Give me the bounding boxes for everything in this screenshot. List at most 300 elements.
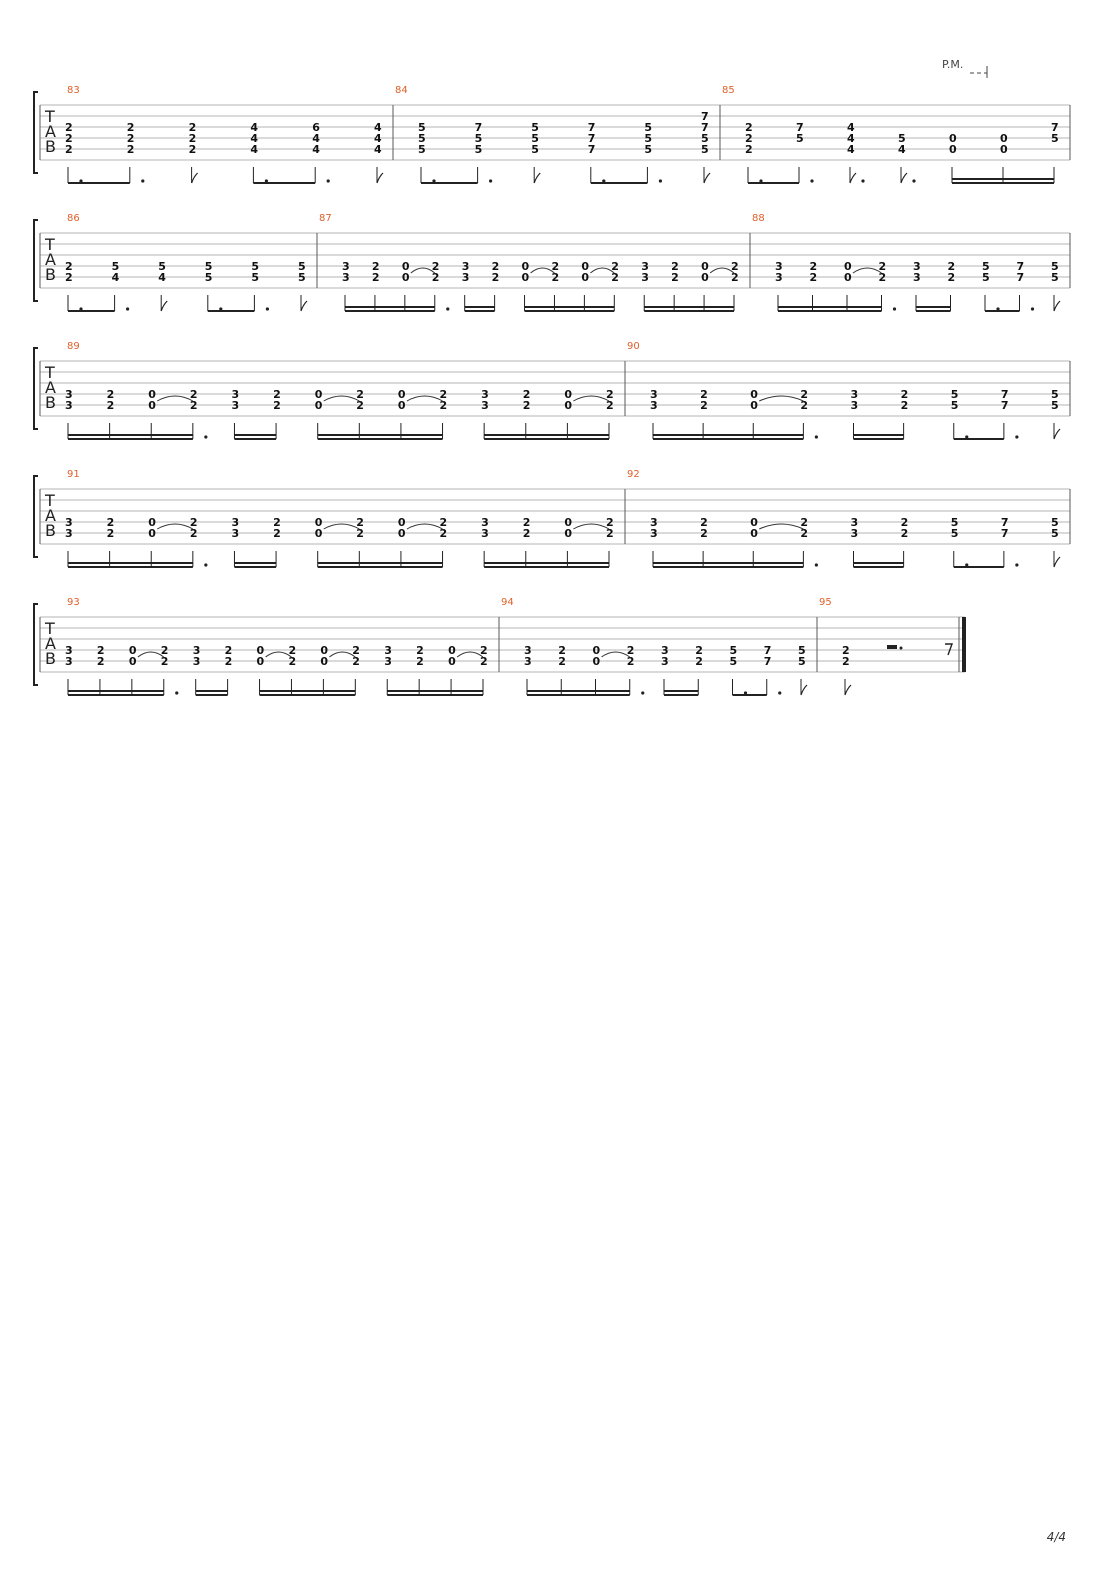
fret-number: 0: [750, 527, 758, 540]
tab-clef-letter: T: [45, 235, 55, 254]
fret-number: 2: [551, 271, 560, 284]
fret-number: 7: [701, 121, 709, 134]
fret-number: 2: [700, 388, 708, 401]
tab-clef-letter: A: [45, 634, 56, 653]
fret-number: 5: [418, 143, 426, 156]
fret-number: 7: [1000, 516, 1009, 529]
beat: [847, 121, 865, 183]
fret-number: 2: [626, 655, 635, 668]
rhythm-dot: [815, 563, 818, 566]
beat: [161, 644, 179, 695]
fret-number: 3: [850, 527, 859, 540]
fret-number: 0: [397, 399, 406, 412]
beat: [193, 644, 201, 695]
tab-clef-letter: T: [45, 491, 55, 510]
fret-number: 0: [128, 644, 137, 657]
fret-number: 2: [65, 143, 73, 156]
beat: [398, 516, 443, 567]
fret-number: 0: [148, 399, 156, 412]
fret-number: 0: [581, 260, 590, 273]
beat: [342, 260, 350, 311]
eighth-flag: [901, 173, 907, 183]
tab-clef-letter: A: [45, 506, 56, 525]
beat: [189, 121, 198, 183]
fret-number: 7: [1016, 260, 1025, 273]
fret-number: 5: [298, 260, 306, 273]
beat: [97, 644, 105, 695]
fret-number: 2: [900, 527, 909, 540]
fret-number: 2: [551, 260, 560, 273]
fret-number: 3: [775, 271, 783, 284]
fret-number: 3: [913, 260, 921, 273]
fret-number: 5: [898, 132, 906, 145]
fret-number: 5: [798, 655, 806, 668]
fret-number: 5: [1051, 132, 1059, 145]
fret-number: 2: [273, 516, 281, 529]
beat: [231, 516, 239, 567]
fret-number: 2: [106, 527, 115, 540]
beat: [775, 260, 783, 311]
beat: [65, 388, 73, 439]
beat: [384, 644, 392, 695]
fret-number: 4: [847, 132, 855, 145]
fret-number: 2: [947, 260, 956, 273]
fret-number: 0: [521, 271, 530, 284]
fret-number: 0: [750, 399, 758, 412]
fret-number: 3: [661, 644, 669, 657]
rhythm-dot: [1015, 435, 1018, 438]
fret-number: 2: [700, 399, 708, 412]
tab-clef-letter: A: [45, 250, 56, 269]
fret-number: 2: [224, 644, 233, 657]
fret-number: 2: [611, 271, 619, 284]
fret-number: 4: [250, 121, 259, 134]
fret-number: 5: [474, 132, 483, 145]
fret-number: 3: [461, 260, 470, 273]
beat: [190, 516, 208, 567]
fret-number: 3: [65, 388, 73, 401]
fret-number: 5: [474, 143, 483, 156]
beat: [158, 260, 167, 311]
fret-number: 2: [611, 260, 619, 273]
fret-number: 5: [418, 121, 426, 134]
tie-arc: [853, 268, 882, 273]
tab-clef-letter: B: [45, 393, 56, 412]
fret-number: 4: [250, 143, 259, 156]
measure-number: 89: [67, 341, 80, 352]
rhythm-dot: [1031, 307, 1034, 310]
fret-number: 2: [558, 655, 566, 668]
rhythm-dot: [141, 179, 144, 182]
system-bracket: [34, 220, 38, 301]
rhythm-dot: [893, 307, 896, 310]
fret-number: 0: [750, 388, 758, 401]
rhythm-dot: [175, 691, 178, 694]
rhythm-dot: [1015, 563, 1018, 566]
fret-number: 0: [320, 644, 329, 657]
beat: [492, 260, 500, 311]
fret-number: 2: [745, 143, 753, 156]
eighth-flag: [301, 301, 307, 311]
beat: [750, 388, 803, 439]
eighth-flag: [1054, 301, 1060, 311]
fret-number: 2: [745, 132, 753, 145]
fret-number: 2: [606, 399, 614, 412]
fret-number: 2: [745, 121, 753, 134]
fret-number: 7: [1000, 527, 1009, 540]
fret-number: 5: [251, 271, 260, 284]
fret-number: 0: [448, 644, 456, 657]
beat: [879, 260, 897, 311]
eighth-flag: [1054, 557, 1060, 567]
beat: [731, 260, 739, 311]
fret-number: 0: [592, 655, 601, 668]
beat: [402, 260, 435, 311]
fret-number: 0: [314, 399, 323, 412]
beat: [913, 260, 921, 311]
beat: [798, 644, 807, 695]
palm-mute-label: P.M.: [942, 58, 964, 71]
beat: [440, 516, 448, 567]
system-bracket: [34, 476, 38, 557]
fret-number: 2: [65, 132, 73, 145]
fret-number: 4: [111, 271, 120, 284]
tie-arc: [157, 524, 193, 529]
fret-number: 5: [950, 527, 959, 540]
fret-number: 7: [1000, 388, 1009, 401]
beat: [1051, 121, 1059, 183]
measure-number: 83: [67, 85, 80, 96]
fret-number: 3: [850, 399, 859, 412]
fret-number: 2: [188, 132, 197, 145]
beat: [107, 388, 115, 439]
fret-number: 3: [342, 260, 350, 273]
beat: [352, 644, 360, 695]
fret-number: 2: [700, 516, 708, 529]
fret-number: 0: [397, 527, 406, 540]
measure: [65, 213, 307, 311]
fret-number: 2: [273, 527, 281, 540]
rhythm-dot: [126, 307, 129, 310]
fret-number: 4: [312, 132, 320, 145]
tab-clef-letter: B: [45, 137, 56, 156]
fret-number: 5: [1051, 516, 1059, 529]
beat: [901, 516, 909, 567]
fret-number: 0: [949, 132, 957, 145]
system-bracket: [34, 92, 38, 173]
fret-number: 2: [695, 655, 703, 668]
fret-number: 2: [800, 516, 809, 529]
tab-clef-letter: A: [45, 378, 56, 397]
tab-clef-letter: B: [45, 521, 56, 540]
measure-number: 92: [627, 469, 640, 480]
fret-number: 2: [352, 644, 360, 657]
fret-number: 2: [96, 644, 105, 657]
fret-number: 2: [416, 644, 424, 657]
tab-system: [34, 597, 966, 695]
fret-number: 2: [800, 399, 809, 412]
fret-number: 0: [564, 399, 573, 412]
eighth-flag: [534, 173, 540, 183]
fret-number: 7: [763, 655, 772, 668]
fret-number: 2: [900, 516, 909, 529]
beat: [887, 645, 903, 650]
fret-number: 5: [531, 132, 539, 145]
rhythm-dot: [489, 179, 492, 182]
fret-number: 3: [850, 388, 859, 401]
fret-number: 2: [439, 527, 448, 540]
fret-number: 2: [800, 527, 809, 540]
tie-arc: [602, 652, 630, 657]
tie-arc: [759, 396, 803, 401]
beat: [418, 121, 436, 183]
rhythm-dot: [659, 179, 662, 182]
fret-number: 4: [158, 271, 166, 284]
fret-number: 2: [126, 121, 135, 134]
beat: [273, 388, 281, 439]
fret-number: 5: [796, 132, 804, 145]
fret-number: 2: [626, 644, 635, 657]
beat: [1051, 516, 1060, 567]
fret-number: 3: [524, 655, 532, 668]
beat: [593, 644, 630, 695]
beat: [588, 121, 606, 183]
rhythm-dot: [778, 691, 781, 694]
beat: [951, 388, 969, 439]
tab-system: [34, 213, 1070, 311]
fret-number: 2: [273, 399, 281, 412]
beat: [1017, 260, 1035, 311]
fret-number: 0: [314, 388, 323, 401]
measure-number: 91: [67, 469, 80, 480]
fret-number: 0: [148, 516, 156, 529]
beat: [65, 516, 73, 567]
beat: [730, 644, 748, 695]
fret-number: 2: [731, 260, 739, 273]
beat: [112, 260, 130, 311]
fret-number: 4: [374, 143, 382, 156]
fret-number: 2: [416, 655, 424, 668]
beat: [448, 644, 483, 695]
fret-number: 2: [842, 644, 850, 657]
beat: [205, 260, 223, 311]
beat: [898, 132, 916, 183]
fret-number: 2: [352, 655, 360, 668]
fret-number: 5: [298, 271, 306, 284]
fret-number: 0: [448, 655, 456, 668]
fret-number: 4: [374, 132, 382, 145]
fret-number: 2: [491, 271, 500, 284]
measure: [627, 341, 1060, 439]
fret-number: 2: [431, 260, 440, 273]
fret-number: 3: [524, 644, 532, 657]
beat: [65, 260, 83, 311]
measure-number: 87: [319, 213, 332, 224]
fret-number: 2: [356, 516, 364, 529]
fret-number: 2: [188, 143, 197, 156]
beat: [650, 516, 658, 567]
fret-number: 3: [65, 527, 73, 540]
fret-number: 2: [273, 388, 281, 401]
beat: [374, 121, 383, 183]
fret-number: 2: [160, 655, 169, 668]
fret-number: 3: [481, 399, 489, 412]
measure: [65, 85, 383, 183]
measure: [65, 469, 614, 567]
beat: [250, 121, 268, 183]
beat: [531, 121, 540, 183]
beat: [606, 516, 614, 567]
eighth-flag: [801, 685, 807, 695]
fret-number: 2: [480, 655, 488, 668]
beat: [273, 516, 281, 567]
fret-number: 2: [480, 644, 488, 657]
fret-number: 0: [701, 271, 709, 284]
beat: [1051, 260, 1060, 311]
fret-number: 0: [1000, 132, 1008, 145]
beat: [851, 388, 859, 439]
fret-number: 2: [809, 271, 818, 284]
beat: [800, 388, 818, 439]
fret-number: 2: [126, 132, 135, 145]
beat: [750, 516, 803, 567]
page-number: 4/4: [1046, 1530, 1066, 1544]
beat: [312, 121, 330, 183]
beat: [949, 132, 957, 183]
beat: [1000, 132, 1008, 183]
beat: [475, 121, 493, 183]
fret-number: 0: [844, 260, 852, 273]
beat: [551, 260, 559, 311]
tab-system: [34, 469, 1070, 567]
fret-number: 3: [775, 260, 783, 273]
fret-number: 2: [522, 388, 531, 401]
fret-number: 0: [397, 516, 406, 529]
beat: [107, 516, 115, 567]
fret-number: 2: [800, 388, 809, 401]
fret-number: 3: [481, 527, 489, 540]
beat: [481, 516, 489, 567]
measure-number: 94: [501, 597, 514, 608]
fret-number: 3: [481, 516, 489, 529]
fret-number: 7: [701, 110, 709, 123]
fret-number: 7: [587, 121, 596, 134]
fret-number: 0: [844, 271, 852, 284]
beat: [315, 388, 360, 439]
fret-number: 5: [950, 399, 959, 412]
fret-number: 5: [531, 143, 539, 156]
fret-number: 3: [850, 516, 859, 529]
beat: [315, 516, 360, 567]
fret-number: 4: [847, 121, 855, 134]
fret-number: 2: [126, 143, 135, 156]
beat: [901, 388, 909, 439]
beat: [982, 260, 1000, 311]
fret-number: 5: [798, 644, 806, 657]
measure-number: 90: [627, 341, 640, 352]
fret-number: 6: [312, 121, 320, 134]
fret-number: 2: [439, 516, 448, 529]
beat: [432, 260, 450, 311]
fret-number: 0: [564, 516, 573, 529]
fret-number: 2: [106, 399, 115, 412]
eighth-flag: [850, 173, 856, 183]
rhythm-dot: [204, 563, 207, 566]
fret-number: 3: [231, 399, 240, 412]
fret-number: 4: [374, 121, 382, 134]
fret-number: 2: [65, 121, 73, 134]
measure-number: 88: [752, 213, 765, 224]
eighth-flag: [704, 173, 710, 183]
beat: [844, 260, 882, 311]
fret-number: 4: [250, 132, 259, 145]
measure: [395, 85, 710, 183]
beat: [148, 388, 193, 439]
fret-number: 2: [809, 260, 818, 273]
rhythm-dot: [327, 179, 330, 182]
rhythm-dot: [266, 307, 269, 310]
fret-number: 5: [1051, 527, 1059, 540]
fret-number: 2: [491, 260, 500, 273]
fret-number: 0: [314, 516, 323, 529]
fret-number: 5: [531, 121, 539, 134]
beat: [842, 644, 851, 695]
eighth-flag: [845, 685, 851, 695]
beat: [650, 388, 658, 439]
fret-number: 3: [384, 655, 392, 668]
beat: [440, 388, 448, 439]
fret-number: 4: [847, 143, 855, 156]
fret-number: 2: [522, 527, 531, 540]
fret-number: 2: [224, 655, 233, 668]
fret-number: 3: [192, 644, 201, 657]
system-bracket: [34, 348, 38, 429]
fret-number: 7: [587, 143, 596, 156]
fret-number: 2: [431, 271, 440, 284]
fret-number: 3: [650, 527, 658, 540]
tab-clef-letter: B: [45, 265, 56, 284]
fret-number: 0: [148, 388, 156, 401]
fret-number: 3: [65, 399, 73, 412]
fret-number: 7: [474, 121, 483, 134]
beat: [800, 516, 818, 567]
fret-number: 3: [65, 655, 73, 668]
fret-number: 2: [900, 399, 909, 412]
fret-number: 3: [641, 271, 649, 284]
measure: [752, 213, 1060, 311]
fret-number: 0: [581, 271, 590, 284]
beat: [606, 388, 614, 439]
beat: [257, 644, 292, 695]
beat: [480, 644, 488, 695]
tab-clef-letter: A: [45, 122, 56, 141]
tie-arc: [759, 524, 803, 529]
fret-number: 4: [312, 143, 320, 156]
fret-number: 2: [606, 516, 614, 529]
beat: [65, 121, 83, 183]
system-bracket: [34, 604, 38, 685]
beat: [564, 516, 609, 567]
fret-number: 3: [641, 260, 649, 273]
tie-arc: [573, 524, 609, 529]
fret-number: 2: [160, 644, 169, 657]
tab-clef-letter: T: [45, 619, 55, 638]
half-rest: [887, 645, 897, 649]
beat: [558, 644, 566, 695]
fret-number: 7: [1016, 271, 1025, 284]
fret-number: 2: [65, 260, 73, 273]
measure-number: 84: [395, 85, 408, 96]
